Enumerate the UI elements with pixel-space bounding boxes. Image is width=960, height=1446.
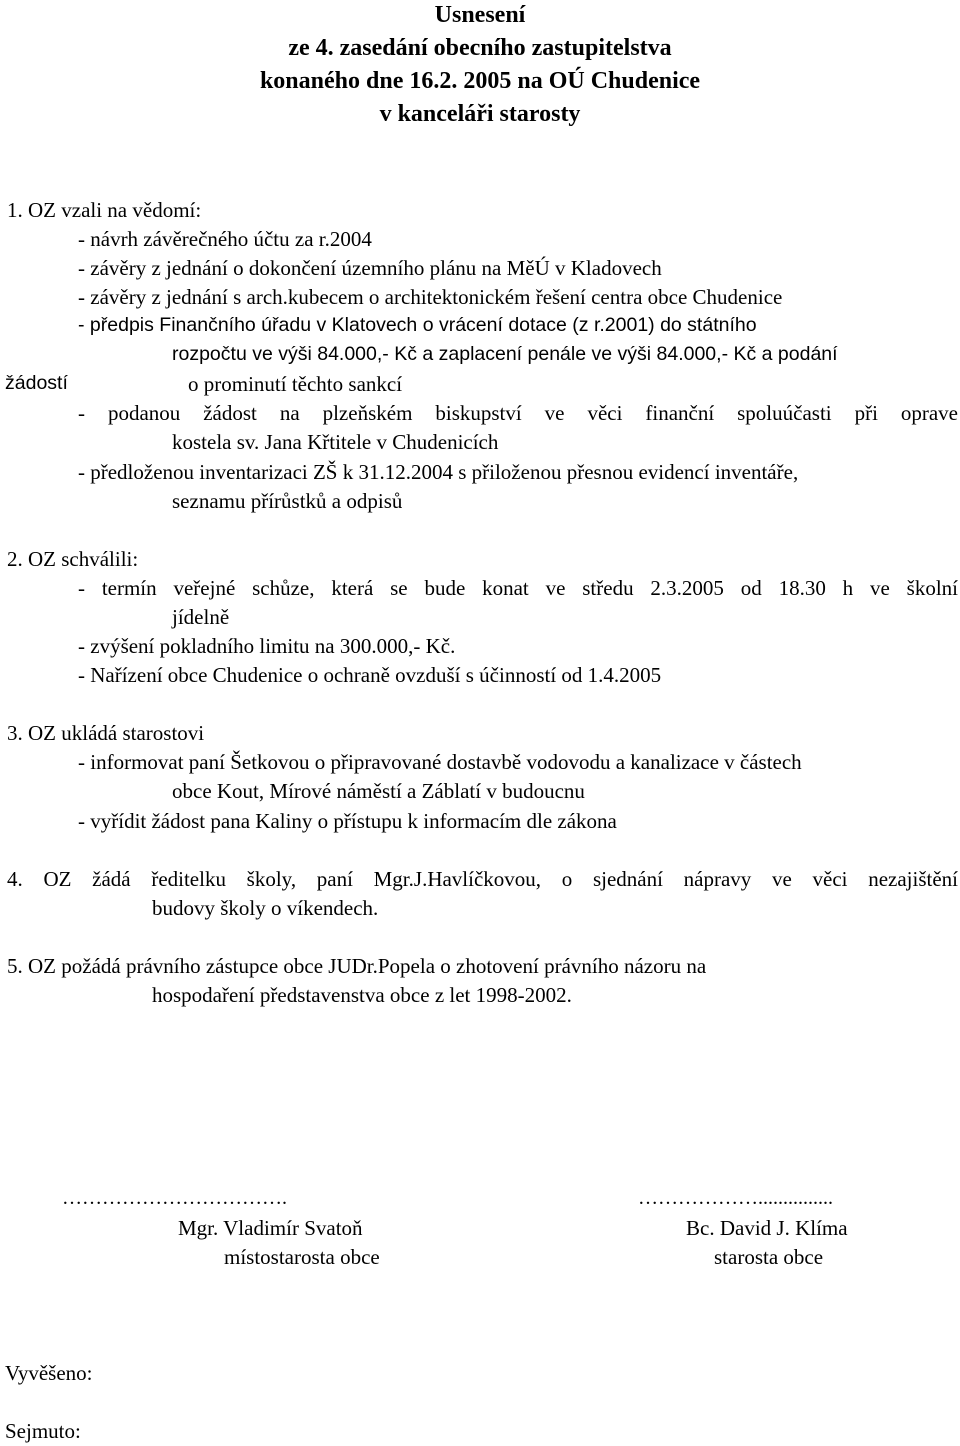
section-2-heading: 2. OZ schválili: bbox=[7, 547, 139, 571]
section-5-line-1: 5. OZ požádá právního zástupce obce JUDr.Popela o zhotovení právního názoru na bbox=[7, 954, 707, 978]
section-1-item-6-line-2: seznamu přírůstků a odpisů bbox=[172, 489, 403, 513]
section-4-line-1: 4. OZ žádá ředitelku školy, paní Mgr.J.Havlíčkovou, o sjednání nápravy ve věci nezajištění bbox=[7, 867, 958, 891]
signatory-left-name: Mgr. Vladimír Svatoň bbox=[178, 1216, 363, 1240]
section-3-heading: 3. OZ ukládá starostovi bbox=[7, 721, 205, 745]
removed-label: Sejmuto: bbox=[5, 1419, 81, 1443]
signatory-right-role: starosta obce bbox=[714, 1245, 824, 1269]
signature-line-left: ……………………………. bbox=[62, 1187, 287, 1209]
section-1-heading: 1. OZ vzali na vědomí: bbox=[7, 198, 202, 222]
section-2-item-1-line-2: jídelně bbox=[172, 605, 230, 629]
section-3-item-2: - vyřídit žádost pana Kaliny o přístupu k informacím dle zákona bbox=[78, 809, 617, 833]
title-meeting-line: ze 4. zasedání obecního zastupitelstva bbox=[288, 35, 672, 61]
document-title: Usnesení bbox=[434, 2, 526, 28]
signature-line-right: ………………............... bbox=[638, 1187, 833, 1209]
section-1-item-4-line-3-end: o prominutí těchto sankcí bbox=[188, 372, 403, 396]
section-2-item-2: - zvýšení pokladního limitu na 300.000,- Kč. bbox=[78, 634, 456, 658]
section-1-item-4-line-2: rozpočtu ve výši 84.000,- Kč a zaplacení penále ve výši 84.000,- Kč a podání bbox=[172, 343, 838, 365]
section-1-item-1: - návrh závěrečného účtu za r.2004 bbox=[78, 227, 372, 251]
section-1-item-5-line-1: - podanou žádost na plzeňském biskupství ve věci finanční spoluúčasti při oprave bbox=[78, 401, 958, 425]
section-1-item-6-line-1: - předloženou inventarizaci ZŠ k 31.12.2004 s přiloženou přesnou evidencí inventáře, bbox=[78, 460, 799, 484]
section-1-item-3: - závěry z jednání s arch.kubecem o architektonickém řešení centra obce Chudenice bbox=[78, 285, 783, 309]
signatory-left-role: místostarosta obce bbox=[224, 1245, 380, 1269]
section-5-line-2: hospodaření představenstva obce z let 1998-2002. bbox=[152, 983, 572, 1007]
section-2-item-1-line-1: - termín veřejné schůze, která se bude konat ve středu 2.3.2005 od 18.30 h ve školní bbox=[78, 576, 958, 600]
section-4-line-2: budovy školy o víkendech. bbox=[152, 896, 379, 920]
section-1-item-2: - závěry z jednání o dokončení územního plánu na MěÚ v Kladovech bbox=[78, 256, 662, 280]
signatory-right-name: Bc. David J. Klíma bbox=[686, 1216, 848, 1240]
title-place-line: v kanceláři starosty bbox=[379, 101, 581, 127]
section-1-item-4-line-1: - předpis Finančního úřadu v Klatovech o vrácení dotace (z r.2001) do státního bbox=[78, 314, 757, 336]
section-1-item-4-line-3-start: žádostí bbox=[5, 372, 68, 394]
posted-label: Vyvěšeno: bbox=[5, 1361, 93, 1385]
section-3-item-1-line-2: obce Kout, Mírové náměstí a Záblatí v budoucnu bbox=[172, 779, 585, 803]
section-3-item-1-line-1: - informovat paní Šetkovou o připravované dostavbě vodovodu a kanalizace v částech bbox=[78, 750, 802, 774]
section-2-item-3: - Nařízení obce Chudenice o ochraně ovzduší s účinností od 1.4.2005 bbox=[78, 663, 662, 687]
section-1-item-5-line-2: kostela sv. Jana Křtitele v Chudenicích bbox=[172, 430, 499, 454]
title-date-line: konaného dne 16.2. 2005 na OÚ Chudenice bbox=[259, 68, 701, 94]
